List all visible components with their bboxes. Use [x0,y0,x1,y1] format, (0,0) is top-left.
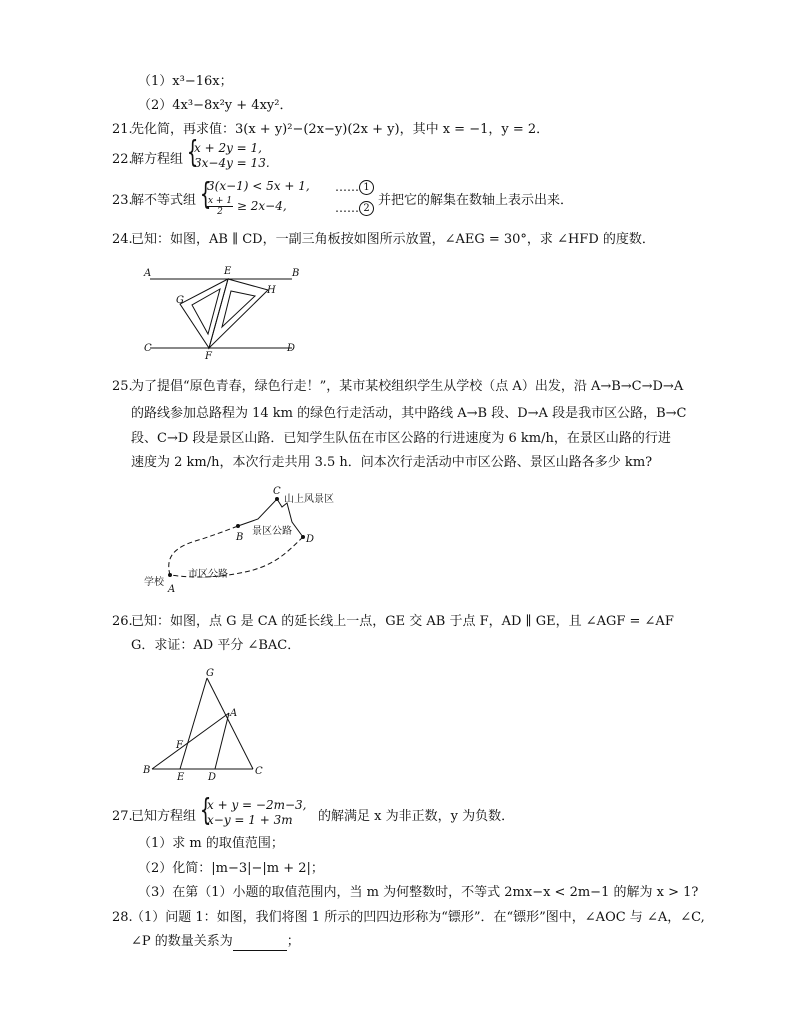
q23-fraction: $\frac{x + 1}{2}$ [208,196,233,217]
label-city-road: 市区公路 [188,569,228,580]
label-A: A [230,708,238,719]
q27-lead: 已知方程组 [131,809,197,824]
label-D: D [306,534,315,545]
q23-marker1: …… 1 [335,178,374,196]
triangle-1-outer [180,279,228,348]
q22-number: 22. [112,152,133,167]
answer-blank[interactable] [233,938,287,951]
q25-line2: 的路线参加总路程为 14 km 的绿色行走活动，其中路线 A→B 段、D→A 段是我市区公路，B→C [131,406,687,421]
label-A: A [144,268,152,279]
q23-eq2: $\frac{x + 1}{2}$ ≥ 2x−4, [208,196,287,217]
point-D [301,535,305,539]
q25-line4: 速度为 2 km/h，本次行走共用 3.5 h．问本次行走活动中市区公路、景区山路各多少 km? [131,455,653,470]
triangle-2-outer [209,279,268,348]
q27-part2: （2）化简：|m−3|−|m + 2|； [138,861,324,876]
q28-line1: （1）问题 1：如图，我们将图 1 所示的凹四边形称为“镖形”．在“镖形”图中，∠AOC 与 ∠A，∠C, [131,910,705,925]
label-C: C [144,343,152,354]
q20-part1: （1）x³−16x； [138,74,233,89]
label-B: B [292,268,300,279]
q26-line1: 已知：如图，点 G 是 CA 的延长线上一点，GE 交 AB 于点 F，AD ∥ GE，且 ∠AGF = ∠AF [131,614,674,629]
q27-eq2: x−y = 1 + 3m [207,813,293,827]
q27-number: 27. [112,809,133,824]
label-D: D [287,343,296,354]
label-scenic-road: 景区公路 [252,526,292,537]
q22-eq2: 3x−4y = 13. [194,156,270,170]
q23-marker2: …… 2 [335,199,374,217]
q25-line1: 为了提倡“原色青春，绿色行走！”，某市某校组织学生从学校（点 A）出发，沿 A→B→C→D→A [131,379,684,394]
label-C: C [273,486,281,497]
label-H: H [267,285,276,296]
q25-number: 25. [112,379,133,394]
q25-line3: 段、C→D 段是景区山路．已知学生队伍在市区公路的行进速度为 6 km/h，在景区山路的行进 [131,431,671,446]
q25-figure [140,485,360,595]
label-B: B [236,532,244,543]
q23-tail: 并把它的解集在数轴上表示出来． [378,193,574,208]
q26-figure [140,668,270,783]
line-ge [180,678,207,769]
label-C: C [255,766,263,777]
label-F: F [205,351,212,362]
q22-brace: { [186,135,199,170]
point-B [236,524,240,528]
q27-eq1: x + y = −2m−3, [207,798,307,812]
q23-lead: 解不等式组 [131,193,197,208]
label-G: G [206,668,214,679]
q24-text: 已知：如图，AB ∥ CD，一副三角板按如图所示放置，∠AEG = 30°，求 ∠HFD 的度数． [131,232,655,247]
q26-line2: G．求证：AD 平分 ∠BAC． [131,638,301,653]
point-C [275,497,279,501]
q28-number: 28. [112,910,133,925]
label-A: A [168,584,176,595]
q20-part2: （2）4x³−8x²y + 4xy²． [138,98,293,113]
triangle-2-inner [222,291,255,327]
label-E: E [177,772,185,783]
q22-eq1: x + 2y = 1, [194,141,262,155]
q23-eq1: 3(x−1) < 5x + 1, [207,179,310,193]
q21-text: 先化简，再求值：3(x + y)²−(2x−y)(2x + y)，其中 x = −1，y = 2． [131,122,550,137]
q28-line2: ∠P 的数量关系为 ； [131,934,300,949]
city-road-ab [169,526,238,575]
q27-tail: 的解满足 x 为非正数，y 为负数． [318,809,515,824]
q23-brace: { [199,177,212,212]
circled-1-icon: 1 [359,180,374,195]
label-D: D [208,772,217,783]
label-scenic-area: 山上风景区 [284,494,334,505]
q26-number: 26. [112,614,133,629]
label-school: 学校 [144,577,164,588]
q23-number: 23. [112,193,133,208]
label-F: F [176,740,183,751]
q21-number: 21. [112,122,133,137]
q27-part3: （3）在第（1）小题的取值范围内，当 m 为何整数时，不等式 2mx−x < 2m−1 的解为 x > 1? [138,885,699,900]
q27-part1: （1）求 m 的取值范围； [138,836,284,851]
point-A [168,573,172,577]
circled-2-icon: 2 [359,201,374,216]
q22-lead: 解方程组 [131,152,184,167]
label-G: G [176,295,184,306]
q27-brace: { [199,793,212,828]
label-B: B [143,765,151,776]
q24-number: 24. [112,232,133,247]
q24-figure [140,260,310,365]
label-E: E [224,266,232,277]
